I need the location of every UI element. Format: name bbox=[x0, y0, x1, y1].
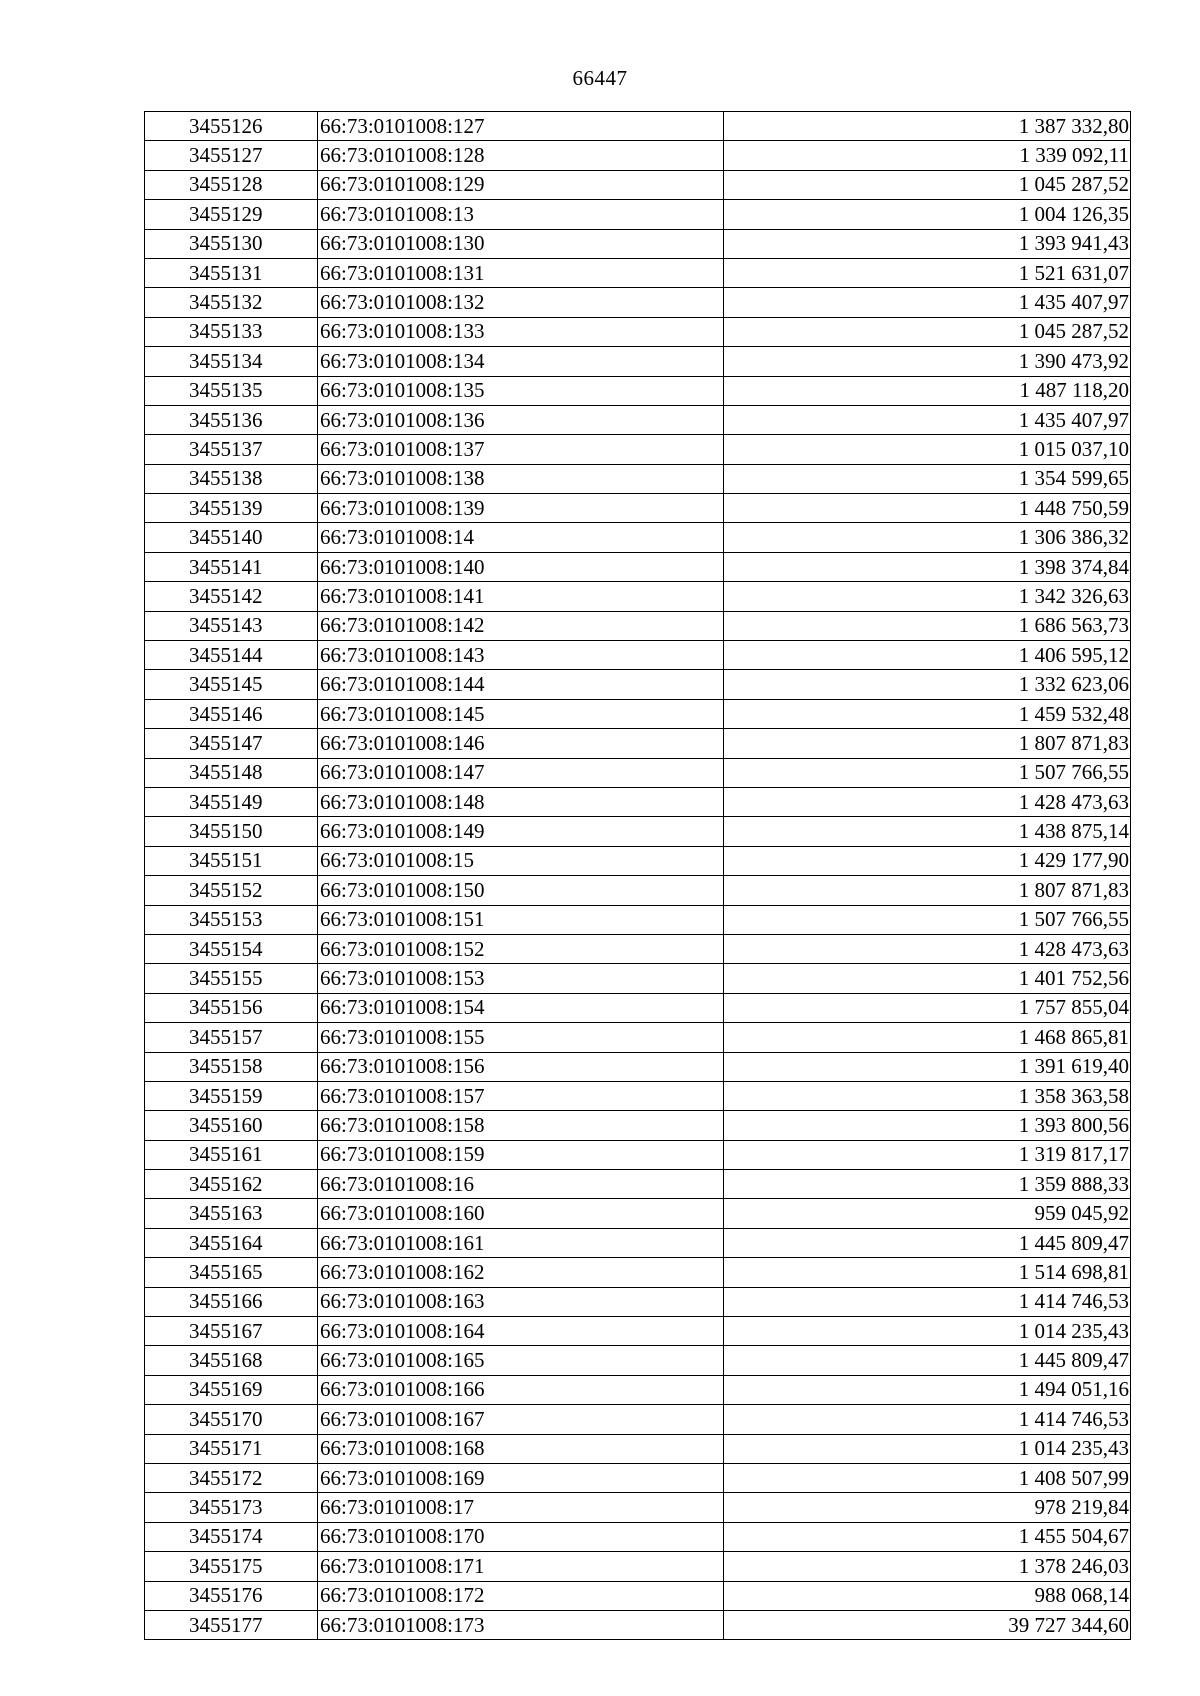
cadastral-value-cell: 1 359 888,33 bbox=[724, 1170, 1131, 1199]
table-row bbox=[145, 611, 1131, 640]
cadastral-number-cell: 66:73:0101008:151 bbox=[318, 905, 724, 934]
table-row bbox=[145, 905, 1131, 934]
table-row bbox=[145, 494, 1131, 523]
table-row bbox=[145, 1317, 1131, 1346]
cadastral-value-cell: 1 414 746,53 bbox=[724, 1405, 1131, 1434]
cadastral-number-cell: 66:73:0101008:14 bbox=[318, 523, 724, 552]
cadastral-number-cell: 66:73:0101008:143 bbox=[318, 641, 724, 670]
cadastral-number-cell: 66:73:0101008:165 bbox=[318, 1346, 724, 1375]
table-row bbox=[145, 1081, 1131, 1110]
cadastral-number-cell: 66:73:0101008:152 bbox=[318, 934, 724, 963]
cadastral-number-cell: 66:73:0101008:13 bbox=[318, 200, 724, 229]
table-row bbox=[145, 1170, 1131, 1199]
record-number-cell: 3455148 bbox=[145, 758, 318, 787]
cadastral-number-cell: 66:73:0101008:131 bbox=[318, 258, 724, 287]
record-number-cell: 3455172 bbox=[145, 1463, 318, 1492]
table-row bbox=[145, 258, 1131, 287]
table-row bbox=[145, 641, 1131, 670]
cadastral-value-cell: 1 686 563,73 bbox=[724, 611, 1131, 640]
cadastral-value-cell: 978 219,84 bbox=[724, 1493, 1131, 1522]
cadastral-number-cell: 66:73:0101008:150 bbox=[318, 876, 724, 905]
record-number-cell: 3455168 bbox=[145, 1346, 318, 1375]
record-number-cell: 3455138 bbox=[145, 464, 318, 493]
cadastral-value-cell: 1 487 118,20 bbox=[724, 376, 1131, 405]
table-row bbox=[145, 229, 1131, 258]
cadastral-number-cell: 66:73:0101008:168 bbox=[318, 1434, 724, 1463]
cadastral-number-cell: 66:73:0101008:147 bbox=[318, 758, 724, 787]
table-row bbox=[145, 347, 1131, 376]
record-number-cell: 3455127 bbox=[145, 141, 318, 170]
table-row bbox=[145, 1581, 1131, 1610]
cadastral-number-cell: 66:73:0101008:136 bbox=[318, 405, 724, 434]
cadastral-value-cell: 1 807 871,83 bbox=[724, 729, 1131, 758]
cadastral-value-cell: 1 438 875,14 bbox=[724, 817, 1131, 846]
cadastral-number-cell: 66:73:0101008:137 bbox=[318, 435, 724, 464]
record-number-cell: 3455132 bbox=[145, 288, 318, 317]
table-row bbox=[145, 1287, 1131, 1316]
cadastral-number-cell: 66:73:0101008:144 bbox=[318, 670, 724, 699]
cadastral-value-cell: 1 306 386,32 bbox=[724, 523, 1131, 552]
table-row bbox=[145, 200, 1131, 229]
cadastral-number-cell: 66:73:0101008:146 bbox=[318, 729, 724, 758]
table-row bbox=[145, 1346, 1131, 1375]
table-row bbox=[145, 1052, 1131, 1081]
cadastral-number-cell: 66:73:0101008:145 bbox=[318, 699, 724, 728]
table-row bbox=[145, 993, 1131, 1022]
cadastral-value-cell: 1 494 051,16 bbox=[724, 1375, 1131, 1404]
cadastral-number-cell: 66:73:0101008:17 bbox=[318, 1493, 724, 1522]
cadastral-number-cell: 66:73:0101008:173 bbox=[318, 1610, 724, 1639]
table-row bbox=[145, 876, 1131, 905]
cadastral-value-cell: 1 507 766,55 bbox=[724, 758, 1131, 787]
cadastral-number-cell: 66:73:0101008:129 bbox=[318, 170, 724, 199]
record-number-cell: 3455128 bbox=[145, 170, 318, 199]
cadastral-value-cell: 1 406 595,12 bbox=[724, 641, 1131, 670]
cadastral-value-cell: 1 014 235,43 bbox=[724, 1317, 1131, 1346]
cadastral-value-cell: 1 393 941,43 bbox=[724, 229, 1131, 258]
cadastral-value-cell: 959 045,92 bbox=[724, 1199, 1131, 1228]
cadastral-number-cell: 66:73:0101008:171 bbox=[318, 1552, 724, 1581]
record-number-cell: 3455162 bbox=[145, 1170, 318, 1199]
cadastral-number-cell: 66:73:0101008:153 bbox=[318, 964, 724, 993]
table-row bbox=[145, 1405, 1131, 1434]
cadastral-number-cell: 66:73:0101008:128 bbox=[318, 141, 724, 170]
cadastral-number-cell: 66:73:0101008:170 bbox=[318, 1522, 724, 1551]
cadastral-value-cell: 1 428 473,63 bbox=[724, 787, 1131, 816]
cadastral-value-cell: 1 435 407,97 bbox=[724, 405, 1131, 434]
table-row bbox=[145, 317, 1131, 346]
record-number-cell: 3455161 bbox=[145, 1140, 318, 1169]
cadastral-number-cell: 66:73:0101008:164 bbox=[318, 1317, 724, 1346]
record-number-cell: 3455134 bbox=[145, 347, 318, 376]
record-number-cell: 3455160 bbox=[145, 1111, 318, 1140]
cadastral-number-cell: 66:73:0101008:169 bbox=[318, 1463, 724, 1492]
cadastral-number-cell: 66:73:0101008:132 bbox=[318, 288, 724, 317]
cadastral-value-cell: 1 459 532,48 bbox=[724, 699, 1131, 728]
record-number-cell: 3455129 bbox=[145, 200, 318, 229]
cadastral-value-cell: 1 757 855,04 bbox=[724, 993, 1131, 1022]
cadastral-value-cell: 1 354 599,65 bbox=[724, 464, 1131, 493]
cadastral-value-cell: 1 391 619,40 bbox=[724, 1052, 1131, 1081]
table-row bbox=[145, 1434, 1131, 1463]
record-number-cell: 3455157 bbox=[145, 1023, 318, 1052]
cadastral-value-cell: 988 068,14 bbox=[724, 1581, 1131, 1610]
cadastral-value-cell: 1 428 473,63 bbox=[724, 934, 1131, 963]
record-number-cell: 3455165 bbox=[145, 1258, 318, 1287]
cadastral-number-cell: 66:73:0101008:133 bbox=[318, 317, 724, 346]
cadastral-value-cell: 39 727 344,60 bbox=[724, 1610, 1131, 1639]
cadastral-value-cell: 1 332 623,06 bbox=[724, 670, 1131, 699]
record-number-cell: 3455167 bbox=[145, 1317, 318, 1346]
cadastral-value-cell: 1 435 407,97 bbox=[724, 288, 1131, 317]
record-number-cell: 3455146 bbox=[145, 699, 318, 728]
cadastral-value-cell: 1 004 126,35 bbox=[724, 200, 1131, 229]
cadastral-value-table bbox=[144, 111, 1131, 1640]
cadastral-number-cell: 66:73:0101008:166 bbox=[318, 1375, 724, 1404]
table-row bbox=[145, 1522, 1131, 1551]
table-row bbox=[145, 582, 1131, 611]
cadastral-number-cell: 66:73:0101008:155 bbox=[318, 1023, 724, 1052]
table-row bbox=[145, 1375, 1131, 1404]
cadastral-value-cell: 1 342 326,63 bbox=[724, 582, 1131, 611]
table-row bbox=[145, 405, 1131, 434]
cadastral-number-cell: 66:73:0101008:149 bbox=[318, 817, 724, 846]
cadastral-number-cell: 66:73:0101008:157 bbox=[318, 1081, 724, 1110]
record-number-cell: 3455151 bbox=[145, 846, 318, 875]
table-row bbox=[145, 1199, 1131, 1228]
cadastral-number-cell: 66:73:0101008:134 bbox=[318, 347, 724, 376]
record-number-cell: 3455163 bbox=[145, 1199, 318, 1228]
cadastral-value-cell: 1 319 817,17 bbox=[724, 1140, 1131, 1169]
cadastral-value-cell: 1 448 750,59 bbox=[724, 494, 1131, 523]
table-row bbox=[145, 1023, 1131, 1052]
page-number: 66447 bbox=[572, 66, 628, 90]
cadastral-number-cell: 66:73:0101008:15 bbox=[318, 846, 724, 875]
cadastral-value-cell: 1 468 865,81 bbox=[724, 1023, 1131, 1052]
table-row bbox=[145, 1111, 1131, 1140]
cadastral-number-cell: 66:73:0101008:139 bbox=[318, 494, 724, 523]
cadastral-number-cell: 66:73:0101008:156 bbox=[318, 1052, 724, 1081]
cadastral-value-cell: 1 015 037,10 bbox=[724, 435, 1131, 464]
record-number-cell: 3455152 bbox=[145, 876, 318, 905]
cadastral-number-cell: 66:73:0101008:160 bbox=[318, 1199, 724, 1228]
cadastral-number-cell: 66:73:0101008:130 bbox=[318, 229, 724, 258]
table-row bbox=[145, 1463, 1131, 1492]
cadastral-value-cell: 1 390 473,92 bbox=[724, 347, 1131, 376]
cadastral-number-cell: 66:73:0101008:167 bbox=[318, 1405, 724, 1434]
cadastral-value-cell: 1 507 766,55 bbox=[724, 905, 1131, 934]
cadastral-value-cell: 1 455 504,67 bbox=[724, 1522, 1131, 1551]
cadastral-value-cell: 1 807 871,83 bbox=[724, 876, 1131, 905]
cadastral-number-cell: 66:73:0101008:135 bbox=[318, 376, 724, 405]
record-number-cell: 3455176 bbox=[145, 1581, 318, 1610]
cadastral-value-cell: 1 398 374,84 bbox=[724, 552, 1131, 581]
cadastral-number-cell: 66:73:0101008:148 bbox=[318, 787, 724, 816]
table-row bbox=[145, 1228, 1131, 1257]
table-row bbox=[145, 1552, 1131, 1581]
record-number-cell: 3455149 bbox=[145, 787, 318, 816]
cadastral-number-cell: 66:73:0101008:138 bbox=[318, 464, 724, 493]
table-row bbox=[145, 964, 1131, 993]
cadastral-number-cell: 66:73:0101008:16 bbox=[318, 1170, 724, 1199]
record-number-cell: 3455164 bbox=[145, 1228, 318, 1257]
record-number-cell: 3455156 bbox=[145, 993, 318, 1022]
record-number-cell: 3455170 bbox=[145, 1405, 318, 1434]
table-row bbox=[145, 435, 1131, 464]
table-row bbox=[145, 699, 1131, 728]
table-row bbox=[145, 288, 1131, 317]
table-body bbox=[145, 112, 1131, 1640]
table-row bbox=[145, 523, 1131, 552]
record-number-cell: 3455145 bbox=[145, 670, 318, 699]
cadastral-number-cell: 66:73:0101008:172 bbox=[318, 1581, 724, 1610]
record-number-cell: 3455133 bbox=[145, 317, 318, 346]
record-number-cell: 3455144 bbox=[145, 641, 318, 670]
record-number-cell: 3455137 bbox=[145, 435, 318, 464]
table-row bbox=[145, 670, 1131, 699]
cadastral-number-cell: 66:73:0101008:162 bbox=[318, 1258, 724, 1287]
cadastral-number-cell: 66:73:0101008:158 bbox=[318, 1111, 724, 1140]
cadastral-value-cell: 1 408 507,99 bbox=[724, 1463, 1131, 1492]
cadastral-value-cell: 1 393 800,56 bbox=[724, 1111, 1131, 1140]
cadastral-value-cell: 1 045 287,52 bbox=[724, 317, 1131, 346]
cadastral-number-cell: 66:73:0101008:140 bbox=[318, 552, 724, 581]
cadastral-value-cell: 1 378 246,03 bbox=[724, 1552, 1131, 1581]
table-row bbox=[145, 112, 1131, 141]
table-row bbox=[145, 376, 1131, 405]
record-number-cell: 3455169 bbox=[145, 1375, 318, 1404]
record-number-cell: 3455177 bbox=[145, 1610, 318, 1639]
table-row bbox=[145, 1140, 1131, 1169]
cadastral-number-cell: 66:73:0101008:161 bbox=[318, 1228, 724, 1257]
table-row bbox=[145, 141, 1131, 170]
record-number-cell: 3455174 bbox=[145, 1522, 318, 1551]
table-row bbox=[145, 1258, 1131, 1287]
table-row bbox=[145, 1493, 1131, 1522]
record-number-cell: 3455136 bbox=[145, 405, 318, 434]
record-number-cell: 3455175 bbox=[145, 1552, 318, 1581]
cadastral-number-cell: 66:73:0101008:141 bbox=[318, 582, 724, 611]
record-number-cell: 3455131 bbox=[145, 258, 318, 287]
cadastral-value-cell: 1 514 698,81 bbox=[724, 1258, 1131, 1287]
record-number-cell: 3455150 bbox=[145, 817, 318, 846]
table-row bbox=[145, 934, 1131, 963]
record-number-cell: 3455155 bbox=[145, 964, 318, 993]
record-number-cell: 3455140 bbox=[145, 523, 318, 552]
table-row bbox=[145, 1610, 1131, 1639]
record-number-cell: 3455159 bbox=[145, 1081, 318, 1110]
cadastral-value-cell: 1 414 746,53 bbox=[724, 1287, 1131, 1316]
cadastral-number-cell: 66:73:0101008:159 bbox=[318, 1140, 724, 1169]
cadastral-number-cell: 66:73:0101008:163 bbox=[318, 1287, 724, 1316]
cadastral-value-cell: 1 387 332,80 bbox=[724, 112, 1131, 141]
cadastral-number-cell: 66:73:0101008:142 bbox=[318, 611, 724, 640]
record-number-cell: 3455141 bbox=[145, 552, 318, 581]
record-number-cell: 3455130 bbox=[145, 229, 318, 258]
record-number-cell: 3455126 bbox=[145, 112, 318, 141]
table-row bbox=[145, 817, 1131, 846]
cadastral-number-cell: 66:73:0101008:154 bbox=[318, 993, 724, 1022]
record-number-cell: 3455135 bbox=[145, 376, 318, 405]
cadastral-value-cell: 1 401 752,56 bbox=[724, 964, 1131, 993]
cadastral-value-cell: 1 445 809,47 bbox=[724, 1346, 1131, 1375]
table-row bbox=[145, 787, 1131, 816]
table-row bbox=[145, 758, 1131, 787]
record-number-cell: 3455154 bbox=[145, 934, 318, 963]
record-number-cell: 3455158 bbox=[145, 1052, 318, 1081]
table-row bbox=[145, 170, 1131, 199]
table-row bbox=[145, 846, 1131, 875]
cadastral-value-cell: 1 445 809,47 bbox=[724, 1228, 1131, 1257]
cadastral-value-cell: 1 521 631,07 bbox=[724, 258, 1131, 287]
table-row bbox=[145, 729, 1131, 758]
cadastral-value-cell: 1 339 092,11 bbox=[724, 141, 1131, 170]
cadastral-value-cell: 1 014 235,43 bbox=[724, 1434, 1131, 1463]
record-number-cell: 3455147 bbox=[145, 729, 318, 758]
record-number-cell: 3455142 bbox=[145, 582, 318, 611]
record-number-cell: 3455139 bbox=[145, 494, 318, 523]
record-number-cell: 3455166 bbox=[145, 1287, 318, 1316]
record-number-cell: 3455143 bbox=[145, 611, 318, 640]
record-number-cell: 3455173 bbox=[145, 1493, 318, 1522]
table-row bbox=[145, 552, 1131, 581]
cadastral-value-cell: 1 429 177,90 bbox=[724, 846, 1131, 875]
cadastral-value-cell: 1 358 363,58 bbox=[724, 1081, 1131, 1110]
record-number-cell: 3455171 bbox=[145, 1434, 318, 1463]
table-row bbox=[145, 464, 1131, 493]
record-number-cell: 3455153 bbox=[145, 905, 318, 934]
cadastral-number-cell: 66:73:0101008:127 bbox=[318, 112, 724, 141]
cadastral-value-cell: 1 045 287,52 bbox=[724, 170, 1131, 199]
